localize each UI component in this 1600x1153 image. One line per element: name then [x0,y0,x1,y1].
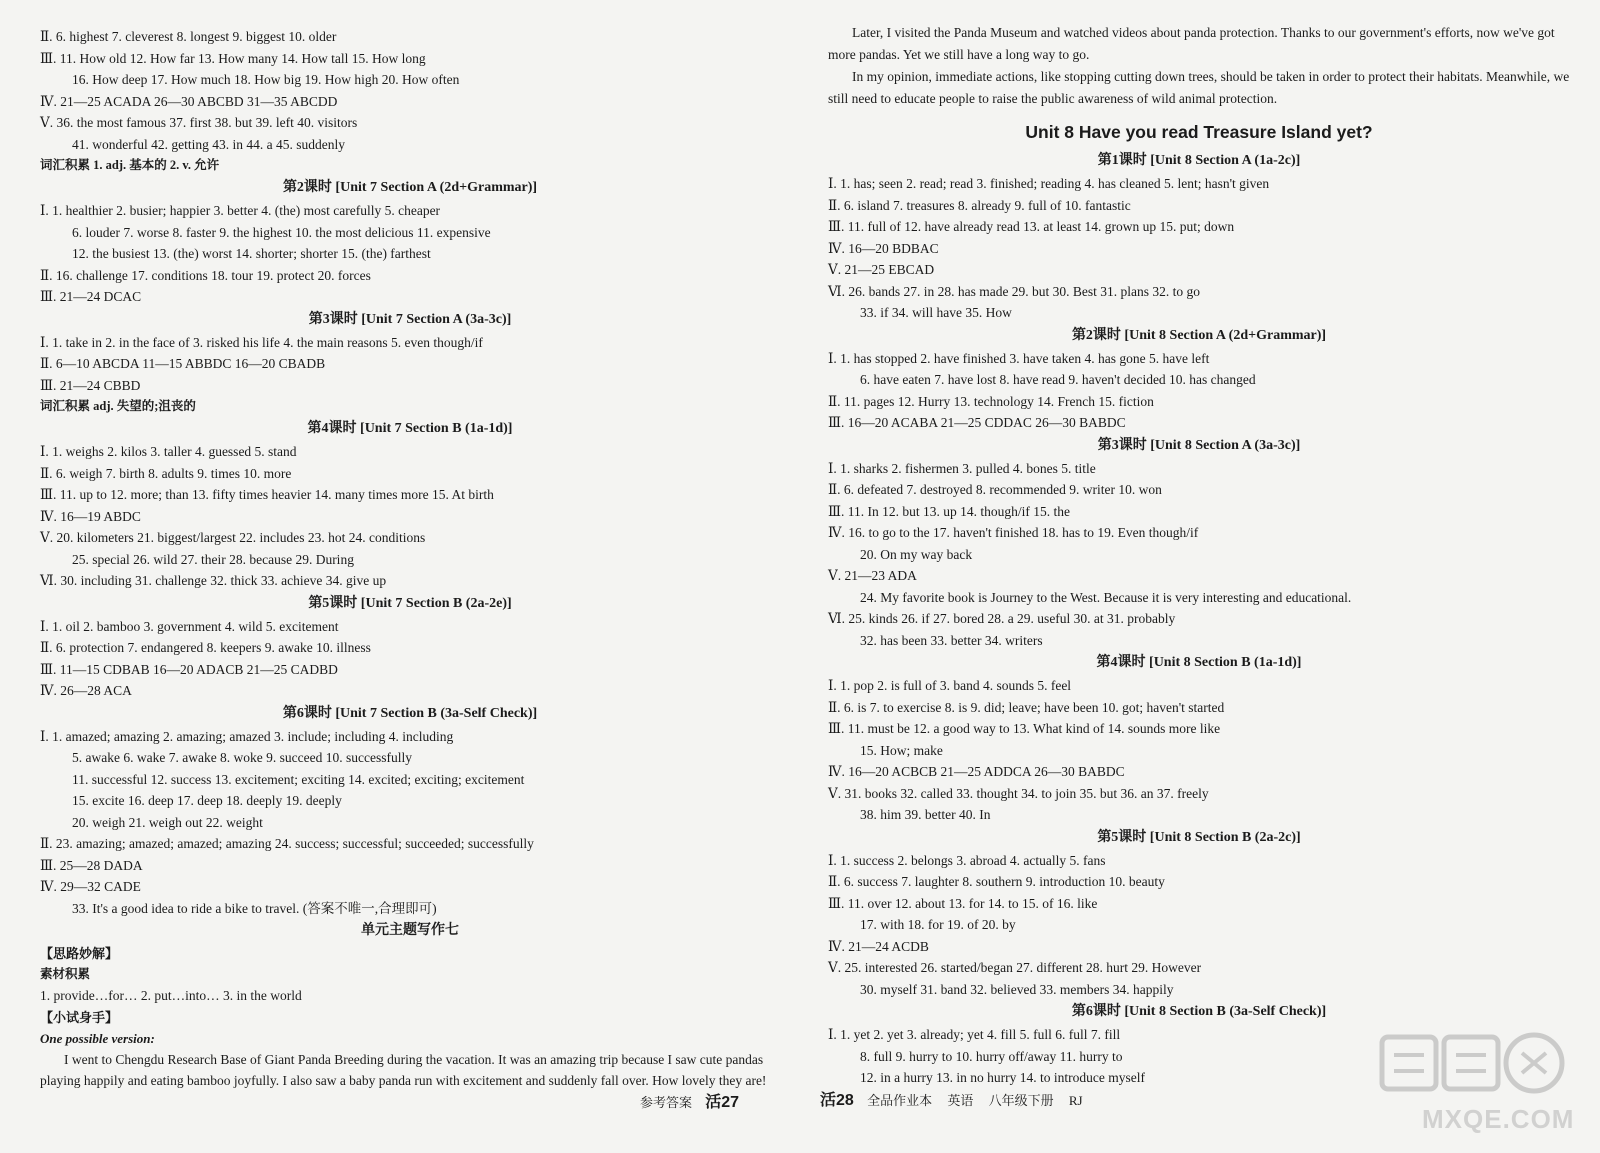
practice-label: 【小试身手】 [40,1009,119,1025]
answer-line: Ⅲ. 21—24 CBBD [40,377,141,393]
section-heading: 第5课时 [Unit 8 Section B (2a-2c)] [1097,829,1301,845]
answer-line: Ⅵ. 26. bands 27. in 28. has made 29. but 30. Best 31. plans 32. to go [828,283,1201,299]
material-title: 素材积累 [40,967,91,981]
writing-heading: 单元主题写作七 [361,923,459,938]
section-heading: 第6课时 [Unit 8 Section B (3a-Self Check)] [1071,1004,1327,1019]
answer-line: Ⅴ. 21—23 ADA [828,568,917,583]
unit-title: Unit 8 Have you read Treasure Island yet? [1025,122,1373,142]
answer-line: Ⅳ. 21—24 ACDB [828,938,929,954]
section-heading: 第5课时 [Unit 7 Section B (2a-2e)] [308,595,512,611]
vocab-note: 词汇积累 1. adj. 基本的 2. v. 允许 [40,158,220,172]
answer-line: Ⅰ. 1. take in 2. in the face of 3. risked his life 4. the main reasons 5. even though/if [40,334,483,350]
answer-line: Ⅱ. 6. highest 7. cleverest 8. longest 9. biggest 10. older [40,29,337,44]
section-heading: 第4课时 [Unit 8 Section B (1a-1d)] [1096,655,1302,670]
answer-line: Ⅲ. 21—24 DCAC [40,289,142,304]
answer-line: Ⅰ. 1. has; seen 2. read; read 3. finished; reading 4. has cleaned 5. lent; hasn't given [828,176,1270,191]
watermark [1372,1029,1575,1139]
answer-line: Ⅲ. 11. full of 12. have already read 13. at least 14. grown up 15. put; down [828,219,1235,234]
footer-subject: 英语 [947,1093,974,1108]
page-footer [820,1087,1083,1110]
answer-line: Ⅳ. 16—19 ABDC [40,508,141,524]
section-heading: 第4课时 [Unit 7 Section B (1a-1d)] [307,421,513,436]
footer-label: 参考答案 [640,1095,693,1110]
answer-line: Ⅱ. 23. amazing; amazed; amazed; amazing 24. success; successful; succeeded; successfully [40,836,534,851]
material-line: 1. provide…for… 2. put…into… 3. in the world [40,988,302,1003]
answer-line: Ⅱ. 6. is 7. to exercise 8. is 9. did; leave; have been 10. got; haven't started [828,699,1225,715]
answer-line: 16. How deep 17. How much 18. How big 19. How high 20. How often [72,72,460,87]
answer-line: 41. wonderful 42. getting 43. in 44. a 45. suddenly [72,136,345,152]
answer-line: Ⅰ. 1. pop 2. is full of 3. band 4. sounds 5. feel [828,678,1072,693]
page-number: 活28 [820,1092,854,1109]
answer-line: 8. full 9. hurry to 10. hurry off/away 11. hurry to [860,1048,1123,1064]
answer-line: Ⅰ. 1. healthier 2. busier; happier 3. better 4. (the) most carefully 5. cheaper [40,203,441,218]
footer-edition: RJ [1068,1093,1083,1108]
answer-line: 30. myself 31. band 32. believed 33. members 34. happily [860,981,1174,997]
footer-book-title: 全品作业本 [867,1093,933,1108]
watermark-text: MXQE.COM [1422,1104,1575,1134]
answer-line: 15. excite 16. deep 17. deep 18. deeply 19. deeply [72,793,342,808]
answer-line: Ⅱ. 11. pages 12. Hurry 13. technology 14. French 15. fiction [828,393,1154,409]
answer-line: 33. It's a good idea to ride a bike to travel. (答案不唯一,合理即可) [72,900,437,916]
answer-line: 6. have eaten 7. have lost 8. have read 9. haven't decided 10. has changed [860,372,1256,387]
answer-line: 15. How; make [860,742,943,758]
page-number: 活27 [705,1094,740,1111]
essay-paragraph: I went to Chengdu Research Base of Giant Panda Breeding during the vacation. It was an amazing trip because I saw cute pandas playing happily and eating bamboo joyfully. I also saw a baby panda run with excitement and suddenly fall over. How lovely they are! [40,1051,767,1088]
answer-line: Ⅰ. 1. weighs 2. kilos 3. taller 4. guessed 5. stand [40,444,297,459]
answer-line: Ⅴ. 20. kilometers 21. biggest/largest 22. includes 23. hot 24. conditions [40,530,426,545]
answer-line: Ⅳ. 16. to go to the 17. haven't finished 18. has to 19. Even though/if [828,525,1199,540]
answer-line: 32. has been 33. better 34. writers [860,632,1043,648]
right-page [800,0,1600,1153]
answer-line: Ⅰ. 1. oil 2. bamboo 3. government 4. wild 5. excitement [40,618,339,634]
answer-line: Ⅲ. 11. over 12. about 13. for 14. to 15. of 16. like [828,895,1098,911]
answer-line: 33. if 34. will have 35. How [860,305,1012,320]
essay-paragraph: Later, I visited the Panda Museum and watched videos about panda protection. Thanks to our government's efforts, now we've got more pandas. Yet we still have a long way to go. [828,25,1555,62]
answer-line: Ⅲ. 11—15 CDBAB 16—20 ADACB 21—25 CADBD [40,661,338,677]
answer-line: Ⅰ. 1. sharks 2. fishermen 3. pulled 4. bones 5. title [828,460,1096,476]
answer-line: Ⅴ. 31. books 32. called 33. thought 34. to join 35. but 36. an 37. freely [828,785,1209,801]
answer-line: 17. with 18. for 19. of 20. by [860,917,1016,932]
answer-line: Ⅱ. 6—10 ABCDA 11—15 ABBDC 16—20 CBADB [40,356,326,371]
answer-line: Ⅲ. 11. How old 12. How far 13. How many 14. How tall 15. How long [40,50,426,66]
answer-line: 20. weigh 21. weigh out 22. weight [72,814,263,830]
answer-line: 12. the busiest 13. (the) worst 14. shorter; shorter 15. (the) farthest [72,246,431,261]
answer-line: Ⅳ. 21—25 ACADA 26—30 ABCBD 31—35 ABCDD [40,93,338,109]
vocab-note: 词汇积累 adj. 失望的;沮丧的 [40,399,196,413]
answer-line: Ⅲ. 11. up to 12. more; than 13. fifty times heavier 14. many times more 15. At birth [40,487,494,502]
possible-version-label: One possible version: [40,1030,155,1046]
answer-line: Ⅴ. 36. the most famous 37. first 38. but 39. left 40. visitors [40,115,358,130]
answer-line: Ⅱ. 6. success 7. laughter 8. southern 9. introduction 10. beauty [828,874,1165,889]
footer-grade: 八年级下册 [988,1093,1054,1108]
answer-line: Ⅵ. 25. kinds 26. if 27. bored 28. a 29. useful 30. at 31. probably [828,611,1176,626]
answer-line: Ⅲ. 25—28 DADA [40,857,143,873]
answer-line: Ⅰ. 1. has stopped 2. have finished 3. have taken 4. has gone 5. have left [828,350,1210,366]
answer-line: Ⅴ. 21—25 EBCAD [828,262,935,277]
section-heading: 第1课时 [Unit 8 Section A (1a-2c)] [1097,153,1301,168]
answer-line: Ⅳ. 29—32 CADE [40,879,141,894]
answer-line: Ⅱ. 6. defeated 7. destroyed 8. recommended 9. writer 10. won [828,482,1162,497]
essay-paragraph: In my opinion, immediate actions, like stopping cutting down trees, should be taken in order to protect their habitats. Meanwhile, we still need to educate people to raise the public awareness of wild animal protection. [828,69,1570,106]
section-heading: 第2课时 [Unit 8 Section A (2d+Grammar)] [1071,327,1327,343]
answer-line: Ⅰ. 1. amazed; amazing 2. amazing; amazed 3. include; including 4. including [40,728,454,744]
answer-line: 6. louder 7. worse 8. faster 9. the highest 10. the most delicious 11. expensive [72,224,491,240]
answer-line: 12. in a hurry 13. in no hurry 14. to introduce myself [860,1070,1145,1085]
answer-line: Ⅳ. 26—28 ACA [40,683,132,698]
section-heading: 第6课时 [Unit 7 Section B (3a-Self Check)] [282,705,538,721]
answer-line: Ⅰ. 1. yet 2. yet 3. already; yet 4. fill 5. full 6. full 7. fill [828,1027,1121,1042]
answer-line: Ⅴ. 25. interested 26. started/began 27. different 28. hurt 29. However [828,960,1202,975]
answer-line: Ⅳ. 16—20 ACBCB 21—25 ADDCA 26—30 BABDC [828,764,1125,779]
answer-line: 20. On my way back [860,546,973,562]
answer-line: 11. successful 12. success 13. excitement; exciting 14. excited; exciting; excitement [72,771,525,787]
answer-line: Ⅲ. 11. In 12. but 13. up 14. though/if 15. the [828,503,1071,519]
answer-line: Ⅱ. 6. island 7. treasures 8. already 9. full of 10. fantastic [828,197,1131,213]
answer-line: 38. him 39. better 40. In [860,807,991,822]
answer-line: Ⅱ. 16. challenge 17. conditions 18. tour 19. protect 20. forces [40,267,371,283]
section-heading: 第2课时 [Unit 7 Section A (2d+Grammar)] [282,180,538,195]
answer-line: Ⅳ. 16—20 BDBAC [828,240,939,256]
writing-tip-label: 【思路妙解】 [40,946,119,961]
section-heading: 第3课时 [Unit 8 Section A (3a-3c)] [1097,437,1301,453]
answer-line: Ⅲ. 11. must be 12. a good way to 13. What kind of 14. sounds more like [828,721,1221,736]
page-footer [640,1089,739,1112]
answer-line: Ⅵ. 30. including 31. challenge 32. thick 33. achieve 34. give up [40,573,387,588]
answer-line: Ⅰ. 1. success 2. belongs 3. abroad 4. actually 5. fans [828,852,1106,868]
answer-line: Ⅱ. 6. weigh 7. birth 8. adults 9. times 10. more [40,465,292,481]
answer-line: 24. My favorite book is Journey to the West. Because it is very interesting and educational. [860,589,1352,605]
answer-line: 5. awake 6. wake 7. awake 8. woke 9. succeed 10. successfully [72,750,413,765]
answer-line: 25. special 26. wild 27. their 28. because 29. During [72,551,354,567]
section-heading: 第3课时 [Unit 7 Section A (3a-3c)] [308,311,512,327]
answer-line: Ⅱ. 6. protection 7. endangered 8. keepers 9. awake 10. illness [40,640,371,655]
answer-line: Ⅲ. 16—20 ACABA 21—25 CDDAC 26—30 BABDC [828,415,1126,430]
